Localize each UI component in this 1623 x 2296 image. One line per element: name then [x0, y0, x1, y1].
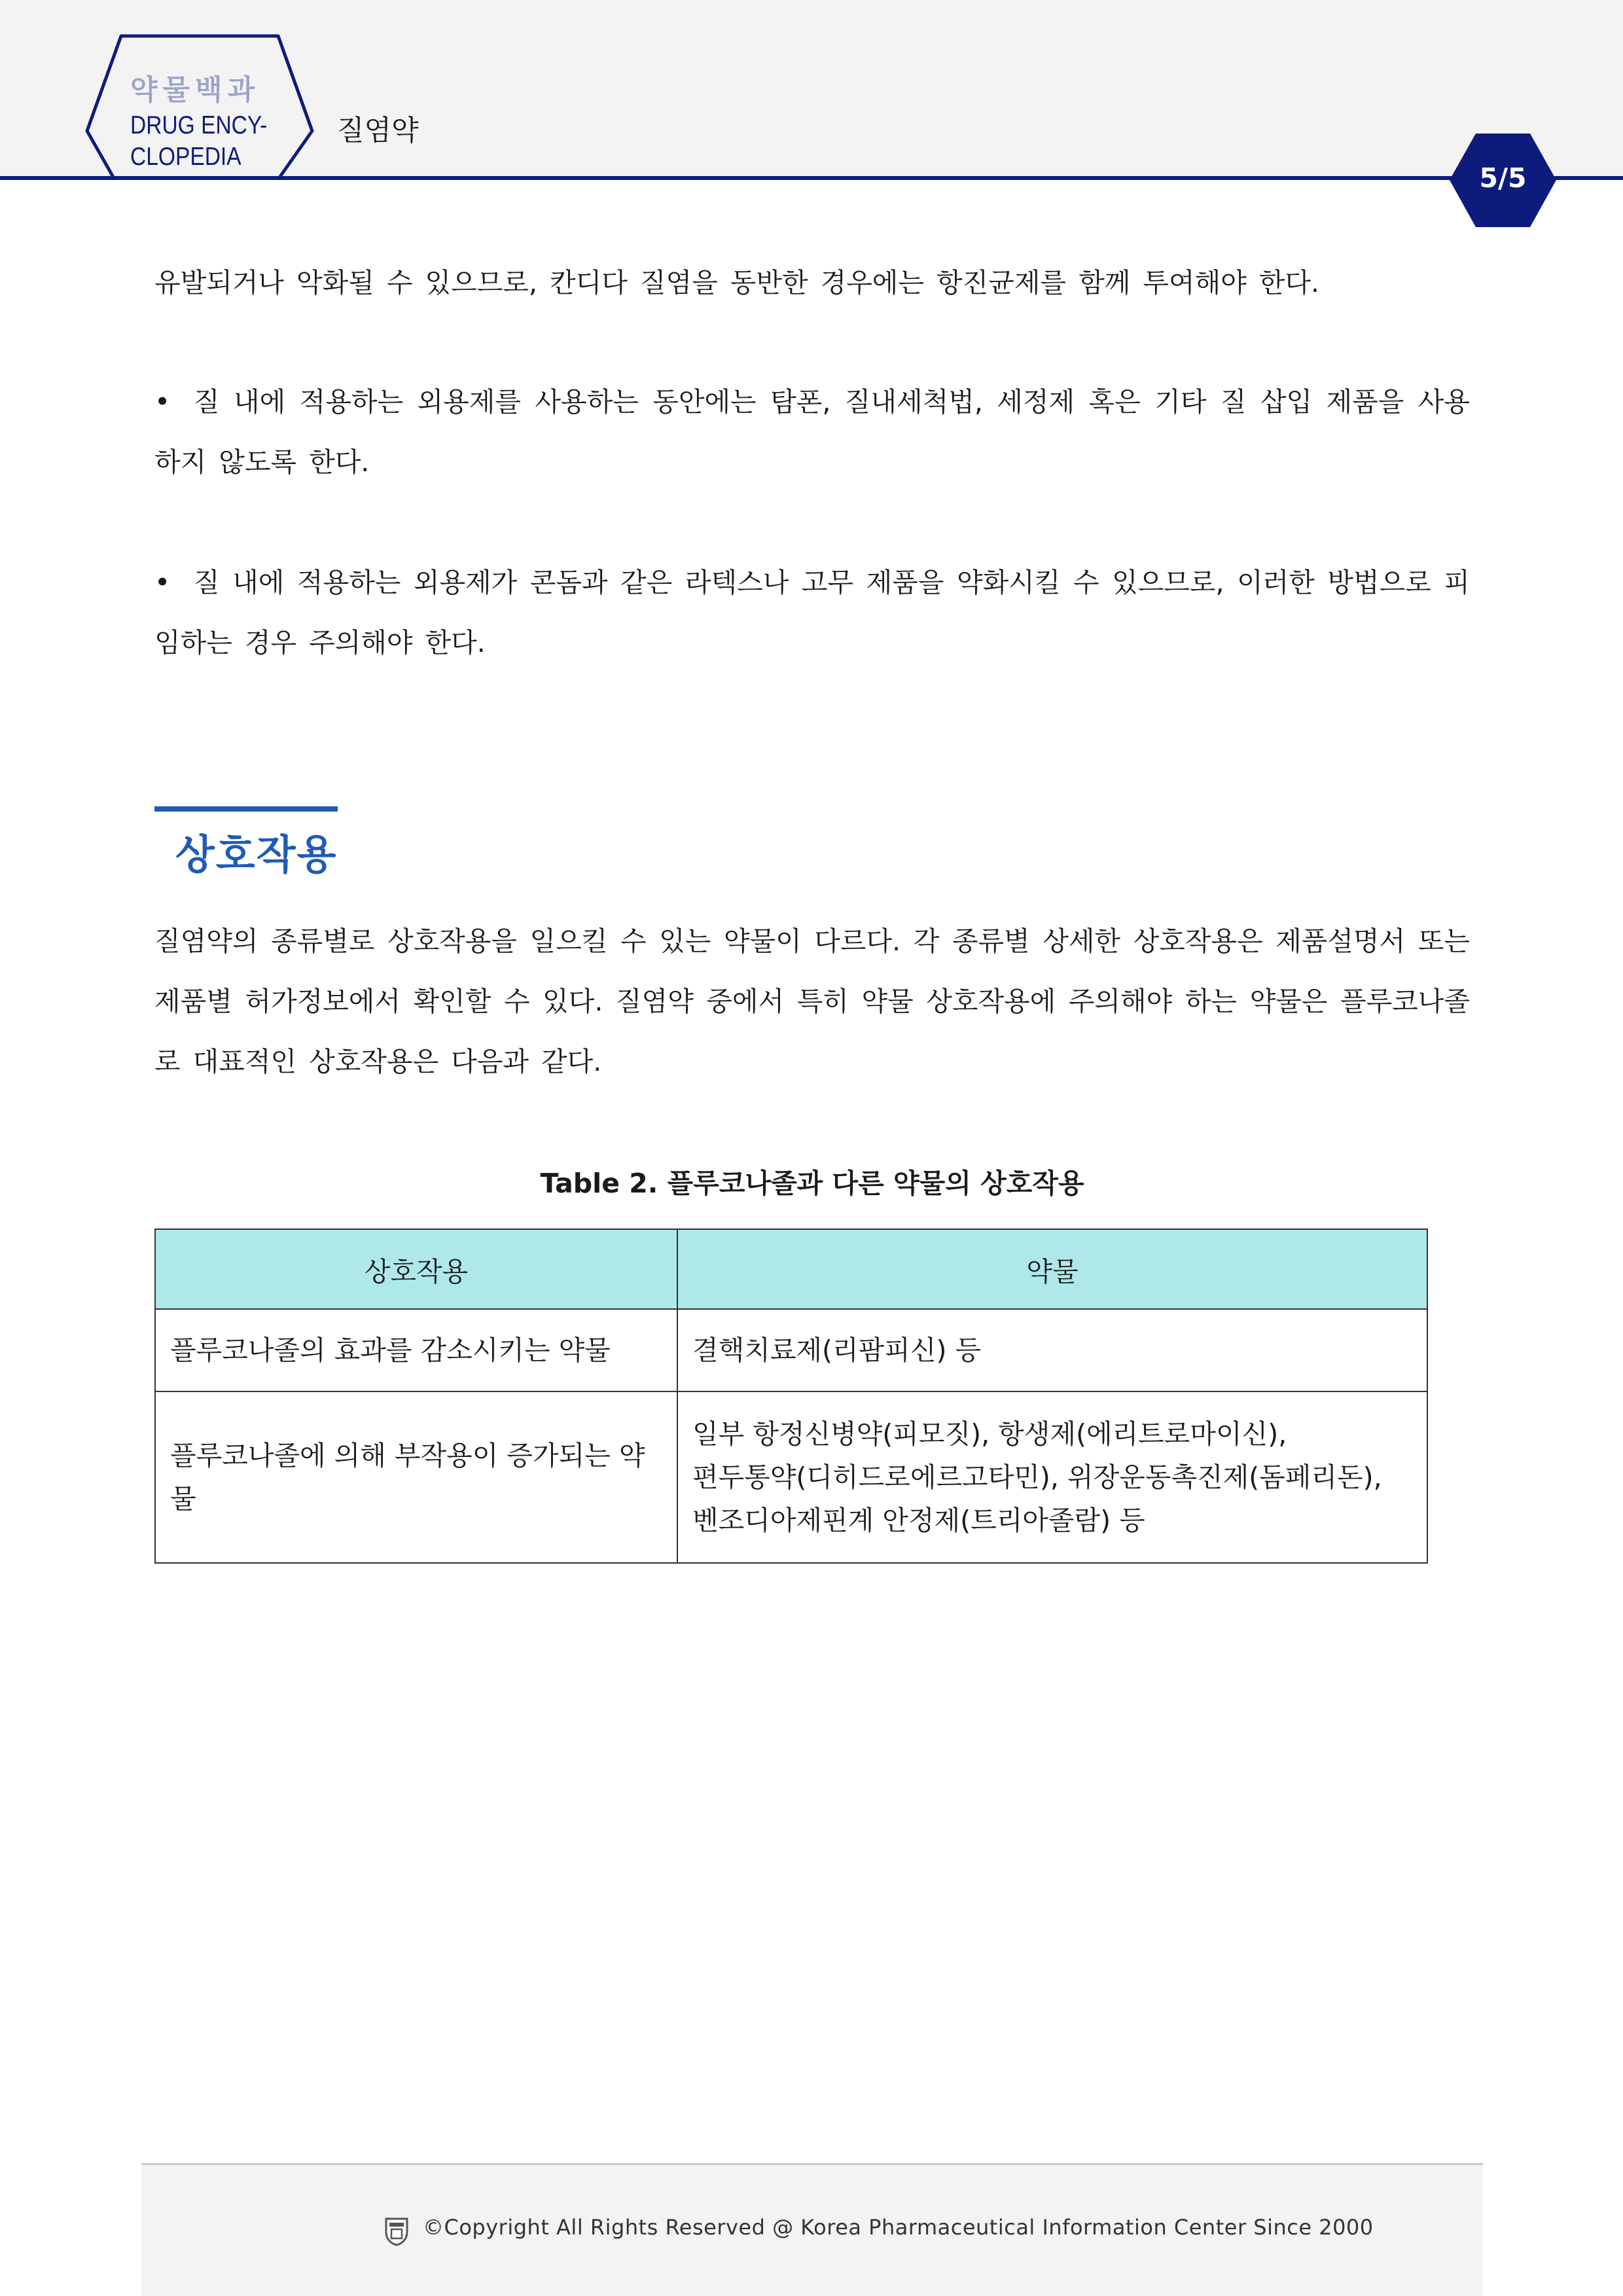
bullet-symbol: •	[154, 567, 171, 598]
table-header-row	[155, 1229, 1427, 1309]
bullet-item-1: • 질 내에 적용하는 외용제를 사용하는 동안에는 탐폰, 질내세척법, 세정제 혹은 기타 질 삽입 제품을 사용하지 않도록 한다.	[154, 372, 1470, 492]
section-title: 상호작용	[175, 831, 338, 878]
logo-english-text: DRUG ENCY- CLOPEDIA	[130, 111, 268, 171]
table-row	[155, 1309, 1427, 1391]
table-cell-drugs: 결핵치료제(리팜피신) 등	[677, 1309, 1427, 1391]
section-accent-bar	[154, 806, 338, 812]
copyright-text: ©Copyright All Rights Reserved @ Korea Pharmaceutical Information Center Since 2000	[423, 2215, 1374, 2240]
section-paragraph: 질염약의 종류별로 상호작용을 일으킬 수 있는 약물이 다르다. 각 종류별 상세한 상호작용은 제품설명서 또는 제품별 허가정보에서 확인할 수 있다. 질염약 중에서 특히 약물 상호작용에 주의해야 하는 약물은 플루코나졸로 대표적인 상호작용은 다음과 같다.	[154, 925, 1470, 1077]
table-cell-interaction: 플루코나졸에 의해 부작용이 증가되는 약물	[155, 1391, 677, 1563]
table-header-interaction: 상호작용	[155, 1229, 677, 1309]
bullet-symbol: •	[154, 386, 171, 418]
document-title: 질염약	[337, 115, 419, 147]
logo-korean-text: 약물백과	[130, 74, 260, 107]
table-cell-interaction: 플루코나졸의 효과를 감소시키는 약물	[155, 1309, 677, 1391]
bullet-item-2: • 질 내에 적용하는 외용제가 콘돔과 같은 라텍스나 고무 제품을 약화시킬 수 있으므로, 이러한 방법으로 피임하는 경우 주의해야 한다.	[154, 552, 1470, 673]
table-row	[155, 1391, 1427, 1563]
table-caption: Table 2. 플루코나졸과 다른 약물의 상호작용	[540, 1168, 1084, 1199]
organization-emblem-icon	[383, 2216, 410, 2246]
interaction-table	[154, 1229, 1428, 1564]
paragraph-continuation: 유발되거나 악화될 수 있으므로, 칸디다 질염을 동반한 경우에는 항진균제를 함께 투여해야 한다.	[154, 267, 1320, 298]
table-cell-drugs: 일부 항정신병약(피모짓), 항생제(에리트로마이신), 편두통약(디히드로에르고타민), 위장운동촉진제(돔페리돈), 벤조디아제핀계 안정제(트리아졸람) 등	[677, 1391, 1427, 1563]
table-header-drug: 약물	[677, 1229, 1427, 1309]
page-number: 5/5	[1479, 162, 1527, 194]
